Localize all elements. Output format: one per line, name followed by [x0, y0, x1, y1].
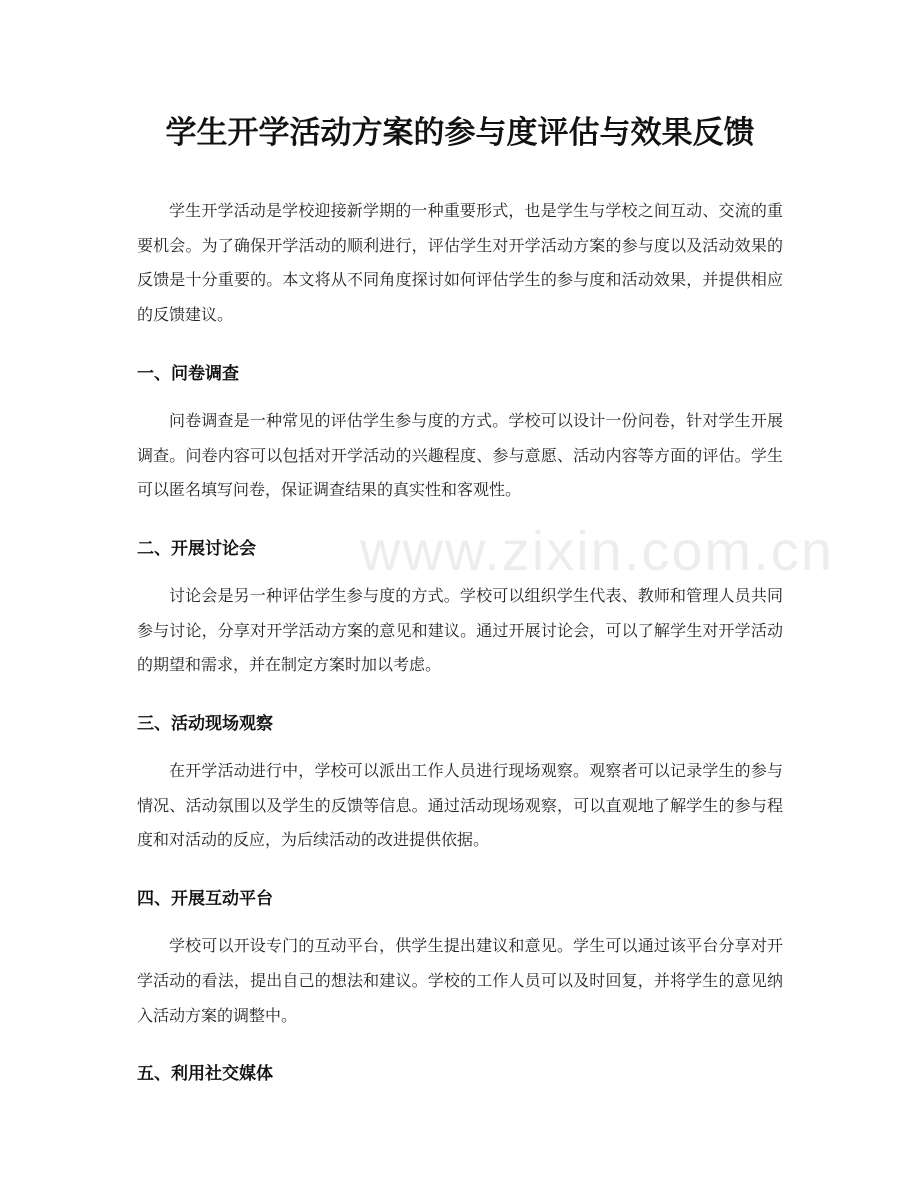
spacer [137, 386, 783, 404]
spacer [137, 736, 783, 754]
section-body-discussion: 讨论会是另一种评估学生参与度的方式。学校可以组织学生代表、教师和管理人员共同参与讨论，分享对开学活动方案的意见和建议。通过开展讨论会，可以了解学生对开学活动的期望和需求，并在制定方案时加以考虑。 [137, 585, 783, 675]
spacer [137, 508, 783, 537]
intro-paragraph: 学生开学活动是学校迎接新学期的一种重要形式，也是学生与学校之间互动、交流的重要机会。为了确保开学活动的顺利进行，评估学生对开学活动方案的参与度以及活动效果的反馈是十分重要的。本文将从不同角度探讨如何评估学生的参与度和活动效果，并提供相应的反馈建议。 [137, 201, 783, 325]
spacer [137, 858, 783, 887]
watermark: www.zixin.com.cn [360, 519, 834, 582]
section-body-questionnaire: 问卷调查是一种常见的评估学生参与度的方式。学校可以设计一份问卷，针对学生开展调查。问卷内容可以包括对开学活动的兴趣程度、参与意愿、活动内容等方面的评估。学生可以匿名填写问卷，保证调查结果的真实性和客观性。 [137, 410, 783, 500]
section-heading-questionnaire: 一、问卷调查 [137, 363, 239, 384]
document-title: 学生开学活动方案的参与度评估与效果反馈 [165, 115, 755, 151]
spacer [137, 333, 783, 362]
section-body-observation: 在开学活动进行中，学校可以派出工作人员进行现场观察。观察者可以记录学生的参与情况、活动氛围以及学生的反馈等信息。通过活动现场观察，可以直观地了解学生的参与程度和对活动的反应，为后续活动的改进提供依据。 [137, 761, 783, 850]
section-body-platform: 学校可以开设专门的互动平台，供学生提出建议和意见。学生可以通过该平台分享对开学活动的看法，提出自己的想法和建议。学校的工作人员可以及时回复，并将学生的意见纳入活动方案的调整中。 [137, 936, 783, 1025]
section-heading-platform: 四、开展互动平台 [137, 889, 273, 910]
spacer [137, 911, 783, 929]
section-heading-observation: 三、活动现场观察 [137, 714, 273, 735]
section-heading-discussion: 二、开展讨论会 [137, 538, 256, 559]
spacer [137, 561, 783, 579]
spacer [137, 683, 783, 712]
section-heading-social-media: 五、利用社交媒体 [137, 1064, 273, 1085]
spacer [137, 1033, 783, 1062]
